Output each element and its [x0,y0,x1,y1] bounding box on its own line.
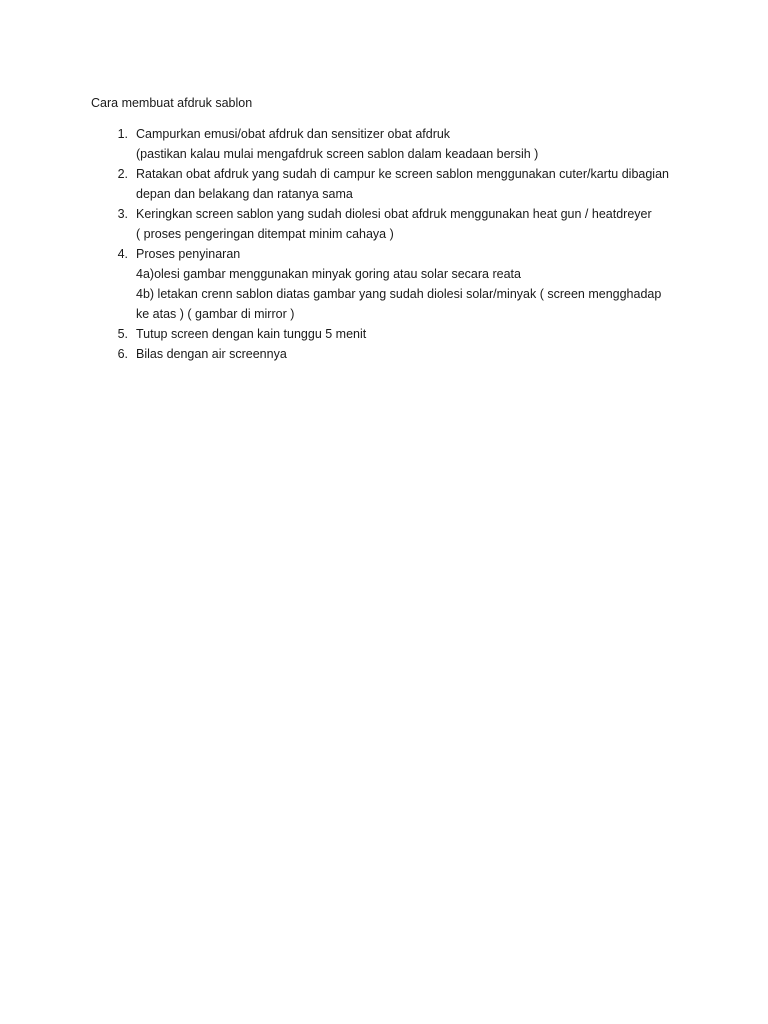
step-text: 4a)olesi gambar menggunakan minyak goring atau solar secara reata [136,267,521,281]
step-number: 6. [117,347,128,361]
step-item [91,244,691,324]
step-text: (pastikan kalau mulai mengafdruk screen sablon dalam keadaan bersih ) [136,147,539,161]
step-number: 3. [117,207,128,221]
step-text: Keringkan screen sablon yang sudah diolesi obat afdruk menggunakan heat gun / heatdreyer [136,207,652,221]
step-text: Ratakan obat afdruk yang sudah di campur ke screen sablon menggunakan cuter/kartu dibagian [136,167,669,181]
step-text: Tutup screen dengan kain tunggu 5 menit [136,327,367,341]
step-text: 4b) letakan crenn sablon diatas gambar yang sudah diolesi solar/minyak ( screen mengghadap [136,287,662,301]
step-text: depan dan belakang dan ratanya sama [136,187,353,201]
step-number: 4. [117,247,128,261]
step-item [91,324,691,344]
step-text: Proses penyinaran [136,247,241,261]
document-title: Cara membuat afdruk sablon [91,96,253,110]
steps-list [91,124,691,364]
step-item [91,124,691,164]
step-number: 2. [117,167,128,181]
step-number: 5. [117,327,128,341]
step-text: Bilas dengan air screennya [136,347,287,361]
step-text: ke atas ) ( gambar di mirror ) [136,307,295,321]
step-item [91,204,691,244]
step-number: 1. [117,127,128,141]
step-text: ( proses pengeringan ditempat minim cahaya ) [136,227,394,241]
step-item [91,344,691,364]
step-text: Campurkan emusi/obat afdruk dan sensitizer obat afdruk [136,127,451,141]
step-item [91,164,691,204]
